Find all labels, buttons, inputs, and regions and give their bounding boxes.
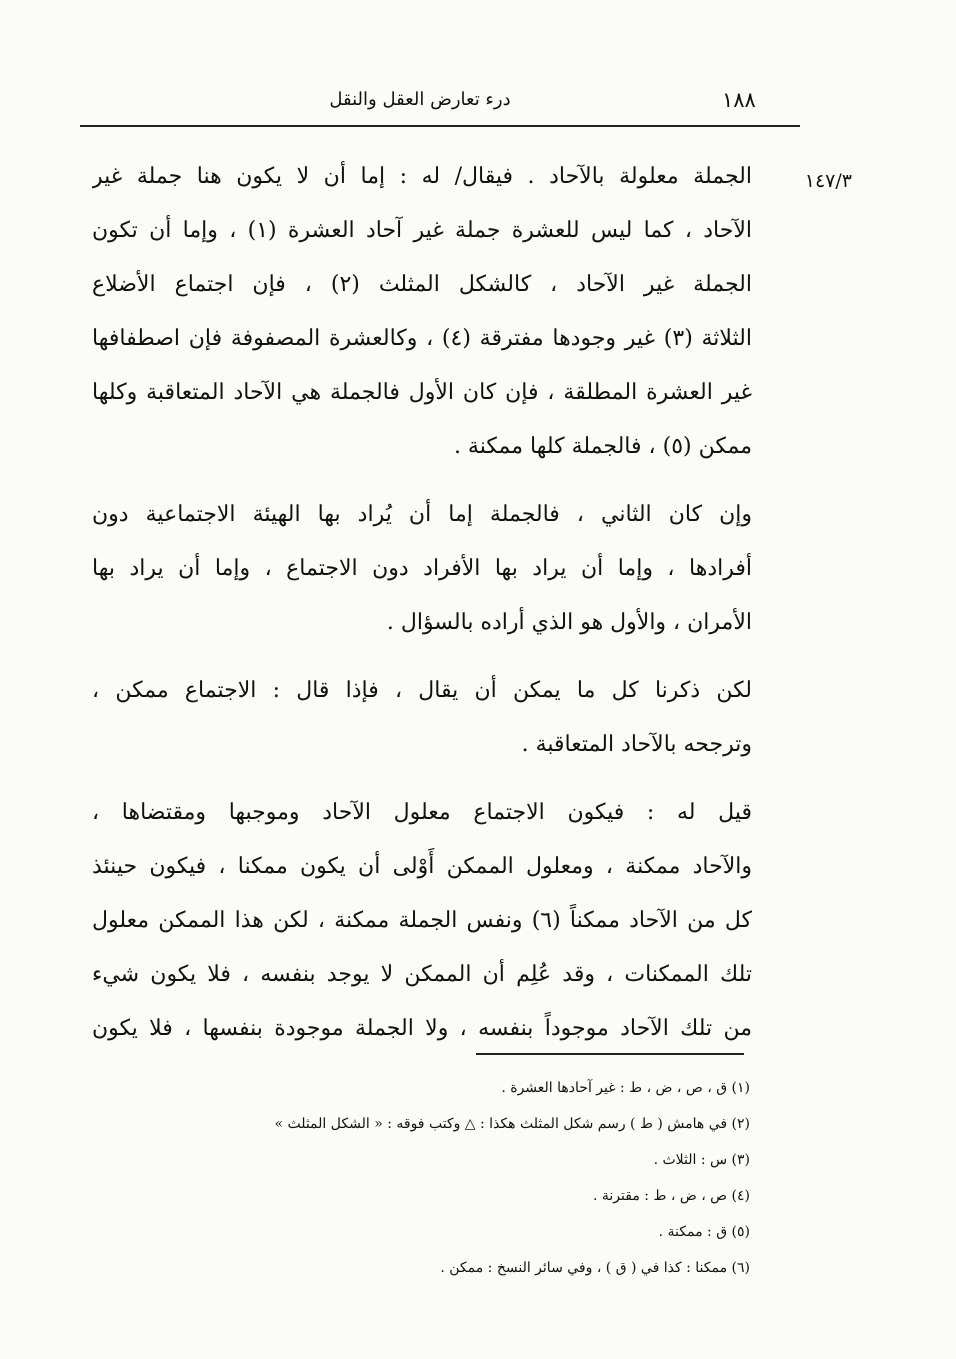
main-text [92, 150, 752, 1070]
text-line: الآحاد ، كما ليس للعشرة جملة غير آحاد العشرة (١) ، وإما أن تكون [92, 218, 752, 243]
footnote: (٢) في هامش ( ط ) رسم شكل المثلث هكذا : △ وكتب فوقه : « الشكل المثلث » [274, 1116, 750, 1132]
text-line: ممكن (٥) ، فالجملة كلها ممكنة . [453, 434, 752, 459]
text-line: غير العشرة المطلقة ، فإن كان الأول فالجملة هي الآحاد المتعاقبة وكلها [92, 380, 752, 405]
text-line: كل من الآحاد ممكناً (٦) ونفس الجملة ممكنة ، لكن هذا الممكن معلول [92, 908, 752, 933]
text-line: أفرادها ، وإما أن يراد بها الأفراد دون الاجتماع ، وإما أن يراد بها [92, 556, 752, 581]
text-line: الأمران ، والأول هو الذي أراده بالسؤال . [386, 610, 752, 635]
footnotes [150, 1070, 750, 1286]
margin-volume-page-ref: ١٤٧/٣ [804, 170, 852, 192]
footnote-rule [476, 1053, 744, 1055]
page-number: ١٨٨ [722, 88, 756, 112]
paragraph-2 [92, 488, 752, 650]
footnote: (٦) ممكنا : كذا في ( ق ) ، وفي سائر النسخ : ممكن . [440, 1260, 750, 1276]
paragraph-3 [92, 664, 752, 772]
running-title: درء تعارض العقل والنقل [329, 89, 511, 110]
paragraph-4 [92, 786, 752, 1056]
text-line: الثلاثة (٣) غير وجودها مفترقة (٤) ، وكالعشرة المصفوفة فإن اصطفافها [92, 326, 752, 351]
text-line: وإن كان الثاني ، فالجملة إما أن يُراد بها الهيئة الاجتماعية دون [92, 502, 752, 527]
footnote: (٤) ص ، ض ، ط : مقترنة . [593, 1188, 750, 1204]
text-line: قيل له : فيكون الاجتماع معلول الآحاد وموجبها ومقتضاها ، [92, 800, 752, 825]
header-rule [80, 125, 800, 127]
text-line: لكن ذكرنا كل ما يمكن أن يقال ، فإذا قال : الاجتماع ممكن ، [92, 678, 752, 703]
text-line: والآحاد ممكنة ، ومعلول الممكن أَوْلى أن يكون ممكنا ، فيكون حينئذ [92, 854, 752, 879]
paragraph-1 [92, 150, 752, 474]
text-line: وترجحه بالآحاد المتعاقبة . [521, 732, 752, 757]
text-line: الجملة معلولة بالآحاد . فيقال/ له : إما أن لا يكون هنا جملة غير [92, 164, 752, 189]
text-line: تلك الممكنات ، وقد عُلِم أن الممكن لا يوجد بنفسه ، فلا يكون شيء [92, 962, 752, 987]
text-line: الجملة غير الآحاد ، كالشكل المثلث (٢) ، فإن اجتماع الأضلاع [92, 272, 752, 297]
footnote: (١) ق ، ص ، ض ، ط : غير آحادها العشرة . [501, 1080, 750, 1096]
footnote: (٥) ق : ممكنة . [658, 1224, 750, 1240]
text-line: من تلك الآحاد موجوداً بنفسه ، ولا الجملة موجودة بنفسها ، فلا يكون [92, 1016, 752, 1041]
footnote: (٣) س : الثلاث . [653, 1152, 750, 1168]
